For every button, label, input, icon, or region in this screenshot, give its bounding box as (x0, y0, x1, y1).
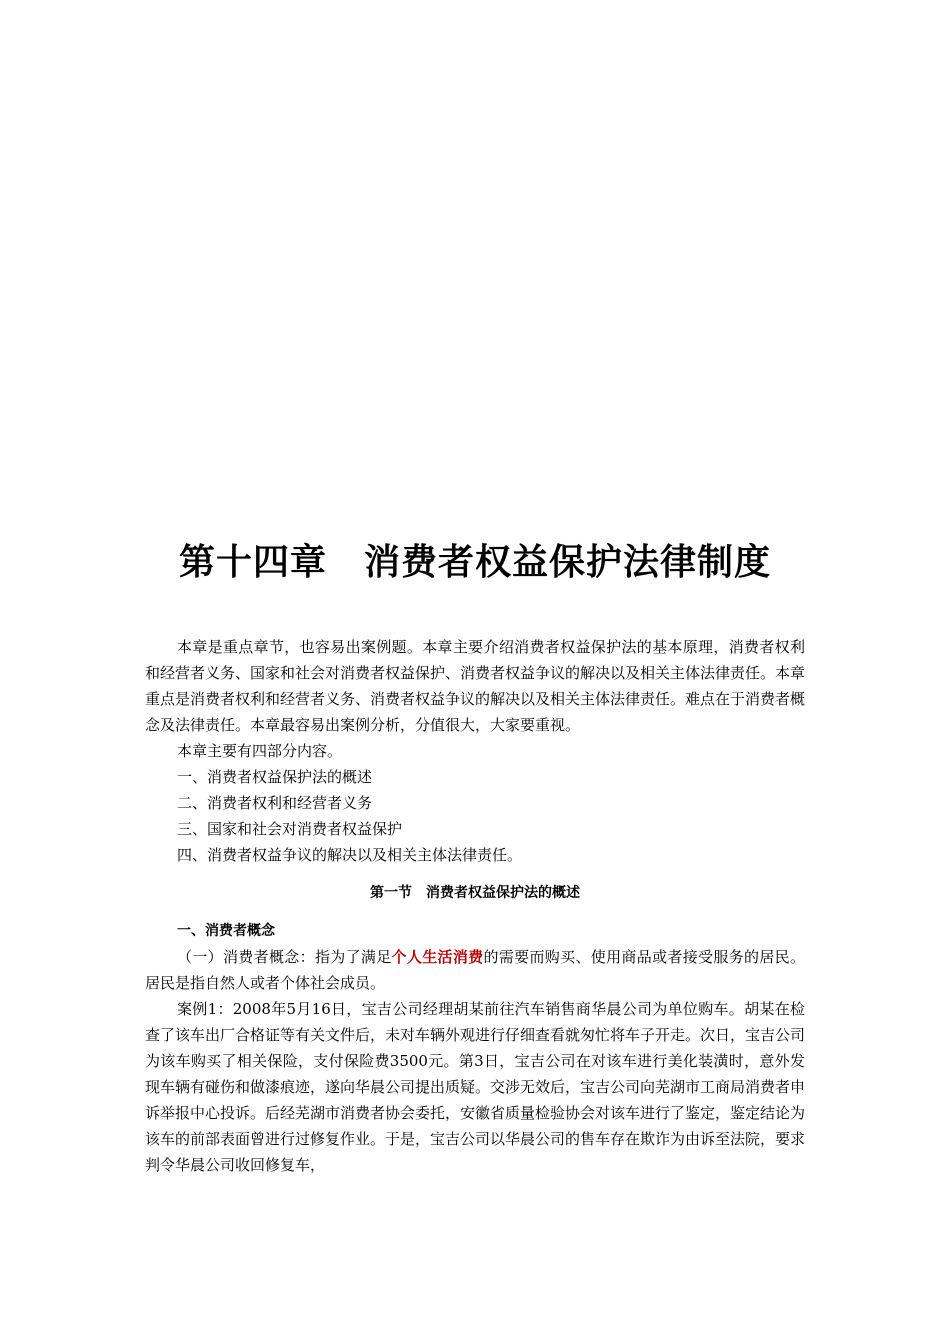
part-item-1: 一、消费者权益保护法的概述 (177, 768, 373, 786)
definition-highlight: 个人生活消费 (391, 948, 484, 966)
intro-paragraph: 本章是重点章节，也容易出案例题。本章主要介绍消费者权益保护法的基本原理，消费者权利和经营者义务、国家和社会对消费者权益保护、消费者权益争议的解决以及相关主体法律责任。本章重点是消费者权利和经营者义务、消费者权益争议的解决以及相关主体法律责任。难点在于消费者概念及法律责任。本章最容易出案例分析，分值很大，大家要重视。 (145, 638, 806, 734)
part-item-2: 二、消费者权利和经营者义务 (177, 794, 373, 812)
parts-intro: 本章主要有四部分内容。 (177, 742, 343, 760)
definition-prefix: （一）消费者概念：指为了满足 (177, 948, 392, 966)
part-item-4: 四、消费者权益争议的解决以及相关主体法律责任。 (177, 846, 523, 864)
document-body (145, 634, 805, 1178)
sub-heading: 一、消费者概念 (177, 923, 275, 939)
case-paragraph: 案例1：2008年5月16日，宝吉公司经理胡某前往汽车销售商华晨公司为单位购车。胡某在检查了该车出厂合格证等有关文件后，未对车辆外观进行仔细查看就匆忙将车子开走。次日，宝吉公司为该车购买了相关保险，支付保险费3500元。第3日，宝吉公司在对该车进行美化装潢时，意外发现车辆有碰伤和做漆痕迹，遂向华晨公司提出质疑。交涉无效后，宝吉公司向芜湖市工商局消费者申诉举报中心投诉。后经芜湖市消费者协会委托，安徽省质量检验协会对该车进行了鉴定，鉴定结论为该车的前部表面曾进行过修复作业。于是，宝吉公司以华晨公司的售车存在欺诈为由诉至法院，要求判令华晨公司收回修复车， (145, 1000, 806, 1174)
part-item-3: 三、国家和社会对消费者权益保护 (177, 820, 403, 838)
definition-paragraph (145, 944, 805, 996)
definition-suffix: 的需要而购买、使用商品或者接受服务的居民。居民是指自然人或者个体社会成员。 (145, 948, 805, 992)
chapter-title: 第十四章 消费者权益保护法律制度 (178, 542, 771, 583)
section-title: 第一节 消费者权益保护法的概述 (370, 885, 580, 901)
